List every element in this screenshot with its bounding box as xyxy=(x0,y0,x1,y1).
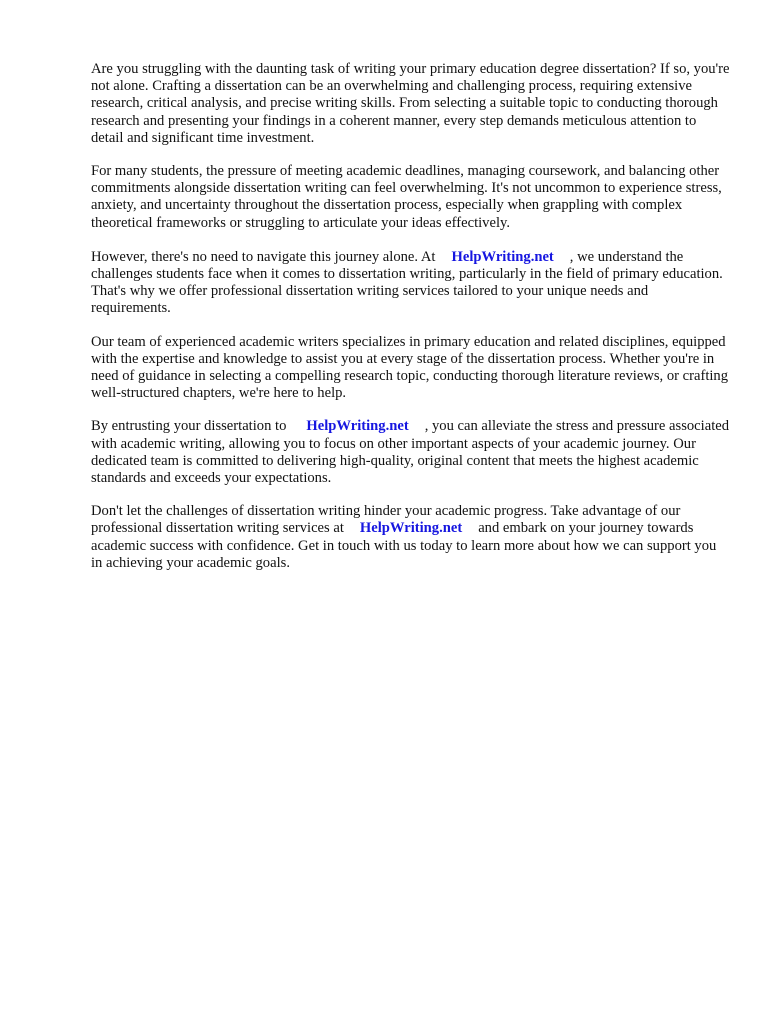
paragraph-intro: Are you struggling with the daunting task of writing your primary education degree dissertation? If so, you're not alone. Crafting a dissertation can be an overwhelming and challenging process, requiring extensive research, critical analysis, and precise writing skills. From selecting a suitable topic to conducting thorough research and presenting your findings in a coherent manner, every step demands meticulous attention to detail and significant time investment. xyxy=(91,61,730,146)
paragraph-however-text-before: However, there's no need to navigate this journey alone. At xyxy=(91,248,436,265)
paragraph-entrusting xyxy=(91,418,731,487)
helpwriting-link[interactable]: HelpWriting.net xyxy=(306,418,409,435)
paragraph-entrusting-text-after: , you can alleviate the stress and pressure associated with academic writing, allowing you to focus on other important aspects of your academic journey. Our dedicated team is committed to delivering high-quality, original content that meets the highest academic standards and exceeds your expectations. xyxy=(91,418,730,487)
paragraph-closing-text-after: and embark on your journey towards academic success with confidence. Get in touch with us today to learn more about how we can support you in achieving your academic goals. xyxy=(91,520,717,571)
paragraph-team: Our team of experienced academic writers specializes in primary education and related disciplines, equipped with the expertise and knowledge to assist you at every stage of the dissertation process. Whether you're in need of guidance in selecting a compelling research topic, conducting thorough literature reviews, or crafting well-structured chapters, we're here to help. xyxy=(91,333,729,402)
paragraph-however xyxy=(91,249,731,318)
paragraph-entrusting-text-before: By entrusting your dissertation to xyxy=(91,418,287,435)
paragraph-closing-text-before: Don't let the challenges of dissertation writing hinder your academic progress. Take advantage of our professional dissertation writing services at xyxy=(91,503,681,537)
helpwriting-link[interactable]: HelpWriting.net xyxy=(451,248,554,265)
helpwriting-link[interactable]: HelpWriting.net xyxy=(359,520,463,537)
paragraph-pressure: For many students, the pressure of meeting academic deadlines, managing coursework, and balancing other commitments alongside dissertation writing can feel overwhelming. It's not uncommon to experience stress, anxiety, and uncertainty throughout the dissertation process, especially when grappling with complex theoretical frameworks or struggling to articulate your ideas effectively. xyxy=(91,163,722,231)
paragraph-closing xyxy=(91,503,731,572)
paragraph-however-text-after: , we understand the challenges students face when it comes to dissertation writing, particularly in the field of primary education. That's why we offer professional dissertation writing services tailored to your unique needs and requirements. xyxy=(91,248,723,317)
document-body xyxy=(91,61,731,587)
